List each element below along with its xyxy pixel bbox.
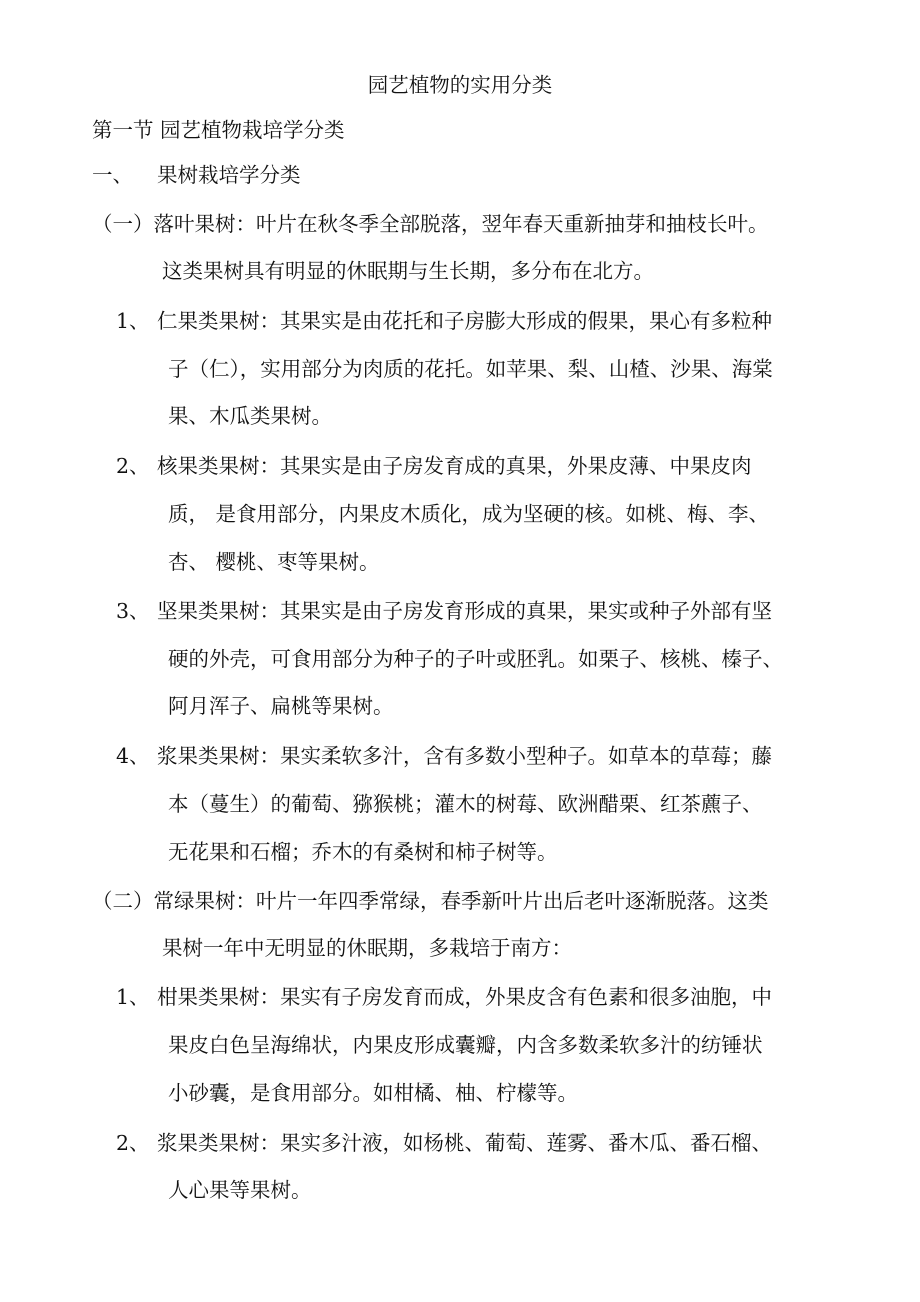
list-item-number: 2、: [116, 1131, 150, 1155]
list-item-line: 子（仁），实用部分为肉质的花托。如苹果、梨、山楂、沙果、海棠: [168, 357, 773, 381]
deciduous-intro-line-1: （一）落叶果树：叶片在秋冬季全部脱落，翌年春天重新抽芽和抽枝长叶。: [92, 212, 769, 236]
section-heading: 第一节 园艺植物栽培学分类: [92, 118, 345, 142]
list-item-line: 果、木瓜类果树。: [168, 404, 332, 428]
list-item-line: 本（蔓生）的葡萄、猕猴桃；灌木的树莓、欧洲醋栗、红茶藨子、: [168, 792, 763, 816]
list-item-line: 坚果类果树：其果实是由子房发育形成的真果，果实或种子外部有坚: [157, 599, 772, 623]
list-item-number: 2、: [116, 454, 150, 478]
list-item-number: 1、: [116, 309, 150, 333]
list-item-line: 硬的外壳，可食用部分为种子的子叶或胚乳。如栗子、核桃、榛子、: [168, 647, 783, 671]
list-item-line: 阿月浑子、扁桃等果树。: [168, 694, 394, 718]
heading-number: 一、: [92, 163, 133, 187]
heading-text: 果树栽培学分类: [157, 163, 301, 187]
list-item-line: 浆果类果树：果实多汁液，如杨桃、葡萄、莲雾、番木瓜、番石榴、: [157, 1131, 772, 1155]
list-item-line: 无花果和石榴；乔木的有桑树和柿子树等。: [168, 840, 558, 864]
list-item-line: 仁果类果树：其果实是由花托和子房膨大形成的假果，果心有多粒种: [157, 309, 772, 333]
list-item-line: 小砂囊，是食用部分。如柑橘、柚、柠檬等。: [168, 1081, 578, 1105]
list-item-line: 柑果类果树：果实有子房发育而成，外果皮含有色素和很多油胞，中: [157, 985, 772, 1009]
list-item-line: 浆果类果树：果实柔软多汁，含有多数小型种子。如草本的草莓；藤: [157, 744, 772, 768]
deciduous-intro-line-2: 这类果树具有明显的休眠期与生长期，多分布在北方。: [162, 259, 654, 283]
document-title: 园艺植物的实用分类: [367, 73, 553, 97]
list-item-number: 3、: [116, 599, 150, 623]
list-item-number: 4、: [116, 744, 150, 768]
list-item-line: 质， 是食用部分，内果皮木质化，成为坚硬的核。如桃、梅、李、: [168, 502, 770, 526]
list-item-line: 人心果等果树。: [168, 1178, 312, 1202]
list-item-line: 果皮白色呈海绵状，内果皮形成囊瓣，内含多数柔软多汁的纺锤状: [168, 1033, 763, 1057]
list-item-number: 1、: [116, 985, 150, 1009]
evergreen-intro-line-1: （二）常绿果树：叶片一年四季常绿，春季新叶片出后老叶逐渐脱落。这类: [92, 889, 769, 913]
list-item-line: 杏、 樱桃、枣等果树。: [168, 550, 380, 574]
evergreen-intro-line-2: 果树一年中无明显的休眠期，多栽培于南方：: [162, 936, 572, 960]
list-item-line: 核果类果树：其果实是由子房发育成的真果，外果皮薄、中果皮肉: [157, 454, 752, 478]
